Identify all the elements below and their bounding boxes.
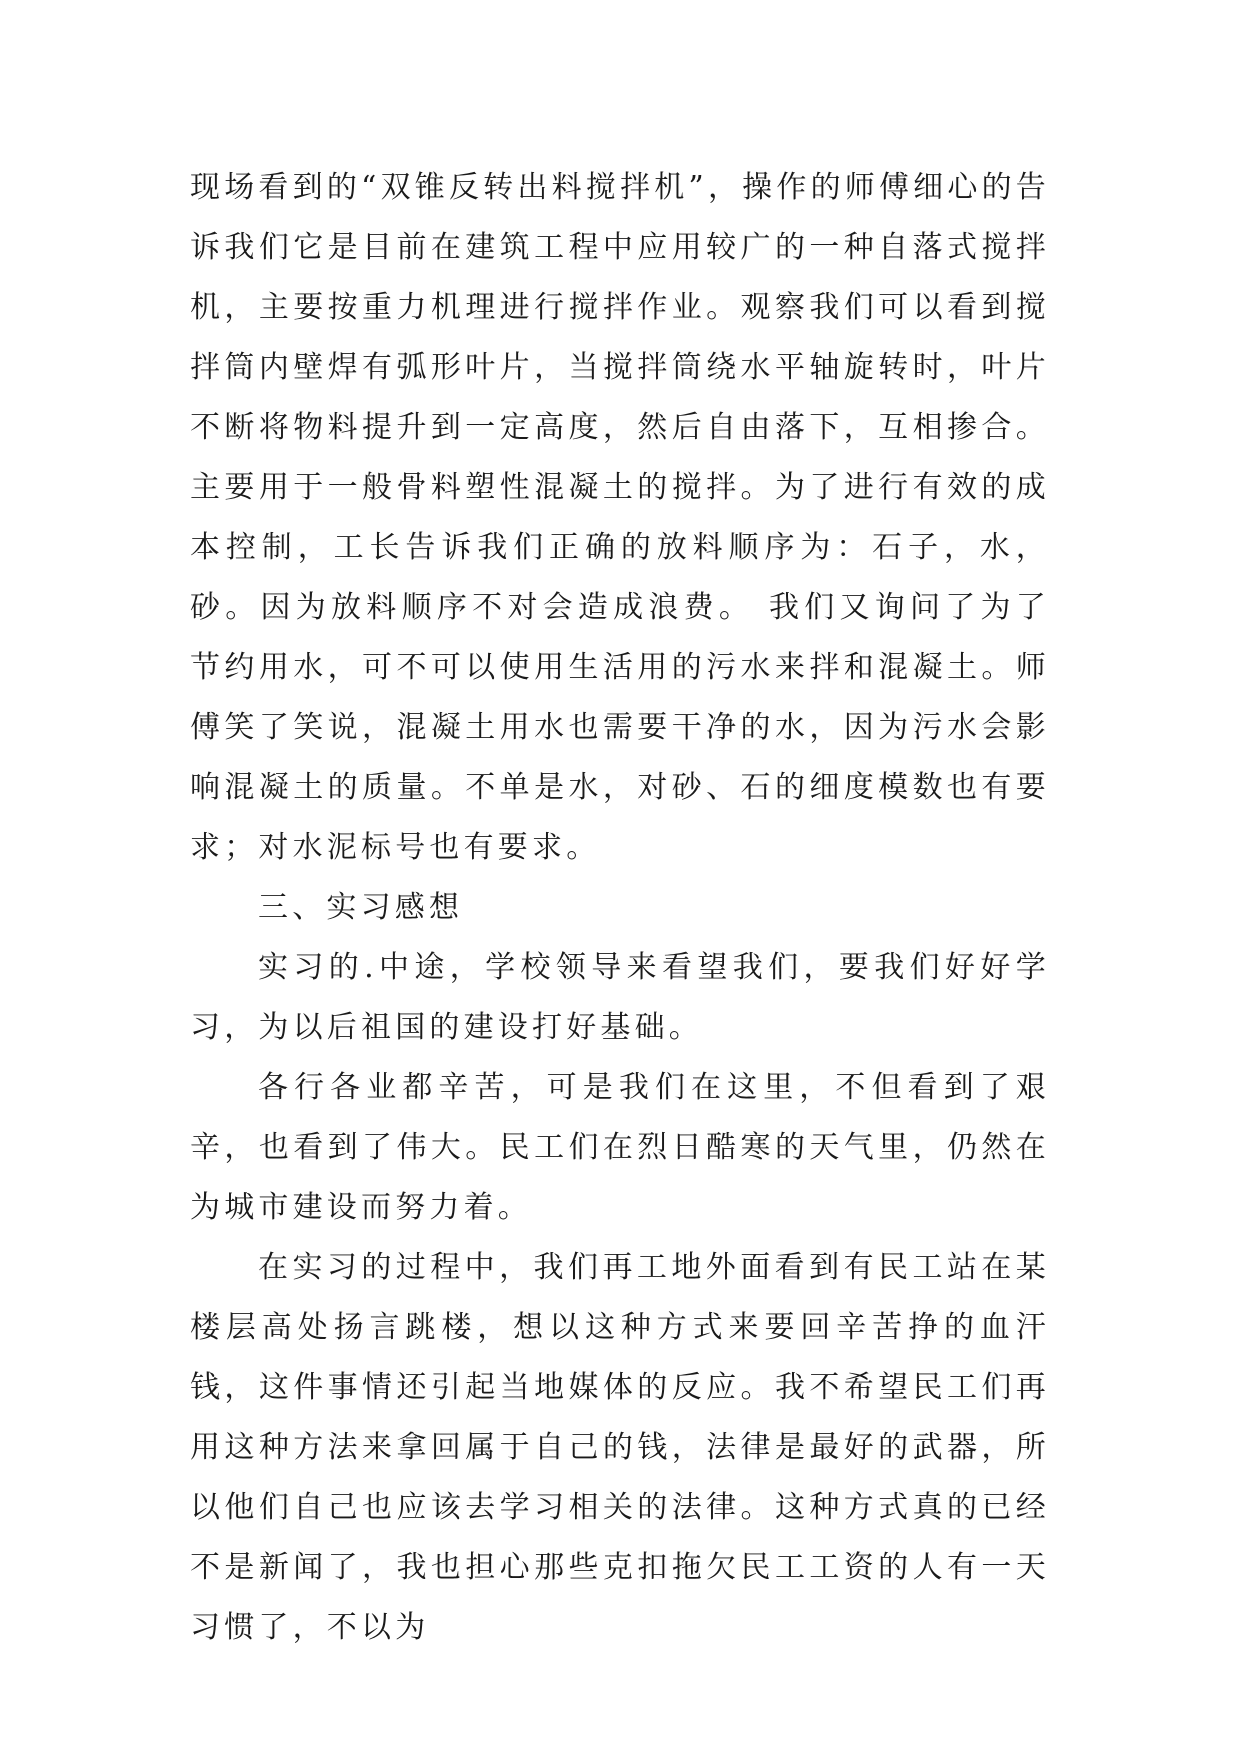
paragraph-migrant-workers: 在实习的过程中，我们再工地外面看到有民工站在某楼层高处扬言跳楼，想以这种方式来要回辛苦挣的血汗钱，这件事情还引起当地媒体的反应。我不希望民工们再用这种方法来拿回属于自己的钱，法律是最好的武器，所以他们自己也应该去学习相关的法律。这种方式真的已经不是新闻了，我也担心那些克扣拖欠民工工资的人有一天习惯了，不以为 [190, 1250, 1050, 1645]
paragraph-school-visit: 实习的.中途，学校领导来看望我们，要我们好好学习，为以后祖国的建设打好基础。 [190, 950, 1050, 1045]
paragraph-hardship: 各行各业都辛苦，可是我们在这里，不但看到了艰辛，也看到了伟大。民工们在烈日酷寒的天气里，仍然在为城市建设而努力着。 [190, 1070, 1050, 1225]
section-heading-internship-reflections: 三、实习感想 [258, 890, 464, 925]
document-body [190, 158, 1050, 1658]
paragraph-continued: 现场看到的“双锥反转出料搅拌机”，操作的师傅细心的告诉我们它是目前在建筑工程中应用较广的一种自落式搅拌机，主要按重力机理进行搅拌作业。观察我们可以看到搅拌筒内壁焊有弧形叶片，当搅拌筒绕水平轴旋转时，叶片不断将物料提升到一定高度，然后自由落下，互相掺合。主要用于一般骨料塑性混凝土的搅拌。为了进行有效的成本控制，工长告诉我们正确的放料顺序为：石子，水，砂。因为放料顺序不对会造成浪费。 我们又询问了为了节约用水，可不可以使用生活用的污水来拌和混凝土。师傅笑了笑说，混凝土用水也需要干净的水，因为污水会影响混凝土的质量。不单是水，对砂、石的细度模数也有要求；对水泥标号也有要求。 [190, 170, 1050, 865]
